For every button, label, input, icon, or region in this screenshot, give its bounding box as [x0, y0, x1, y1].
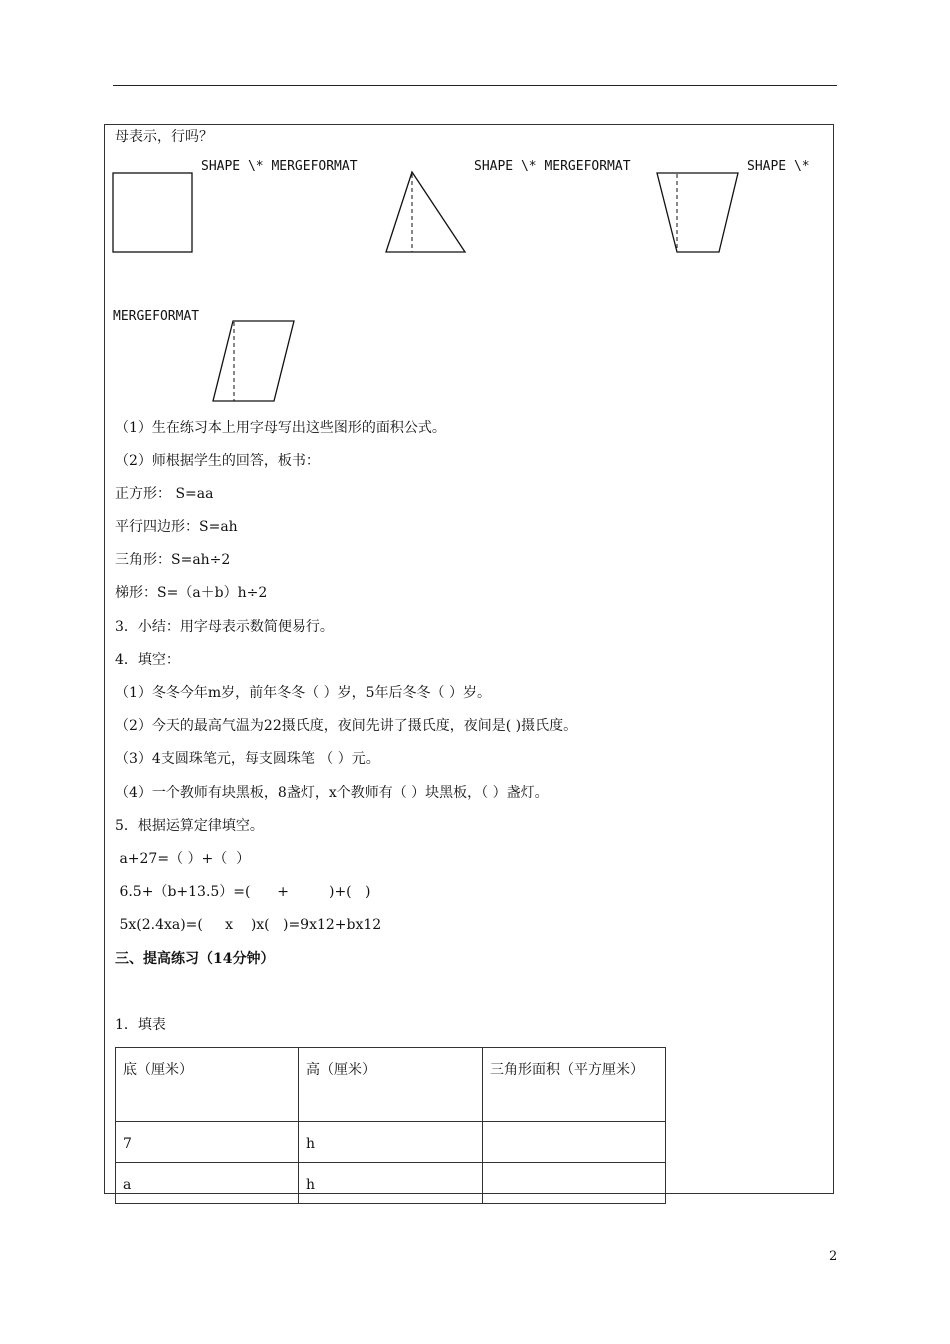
line-10: （2）今天的最高气温为22摄氏度，夜间先讲了摄氏度，夜间是( )摄氏度。 [115, 718, 578, 734]
table-cell-blank[interactable] [483, 1122, 666, 1163]
line-7: 3．小结：用字母表示数简便易行。 [115, 619, 334, 635]
table-cell: h [299, 1163, 483, 1204]
line-11: （3）4支圆珠笔元，每支圆珠笔 （ ）元。 [115, 751, 380, 767]
table-cell: h [299, 1122, 483, 1163]
header-rule [113, 85, 837, 86]
line-1: （1）生在练习本上用字母写出这些图形的面积公式。 [115, 420, 446, 436]
line-8: 4．填空： [115, 652, 180, 668]
line-3: 正方形： S=aa [115, 486, 214, 502]
line-16: 5x(2.4xa)=( x )x( )=9x12+bx12 [115, 917, 382, 933]
parallelogram-figure [212, 320, 296, 403]
line-5: 三角形：S=ah÷2 [115, 552, 231, 568]
line-4: 平行四边形：S=ah [115, 519, 238, 535]
line-9: （1）冬冬今年m岁，前年冬冬（ ）岁，5年后冬冬（ ）岁。 [115, 685, 491, 701]
table-row [116, 1122, 666, 1163]
square-figure [112, 172, 194, 254]
field-code-3: SHAPE \* [747, 159, 810, 174]
line-14: a+27=（ ）+（ ） [115, 851, 251, 867]
table-header-row [116, 1048, 666, 1122]
intro-text: 母表示，行吗？ [115, 129, 213, 145]
area-table [115, 1047, 666, 1204]
header-cell-base: 底（厘米） [116, 1048, 299, 1122]
line-13: 5．根据运算定律填空。 [115, 818, 264, 834]
triangle-figure [385, 170, 467, 254]
line-6: 梯形：S=（a＋b）h÷2 [115, 585, 268, 601]
page-number: 2 [829, 1249, 838, 1264]
table-cell: 7 [116, 1122, 299, 1163]
section-heading: 三、提高练习（14分钟） [115, 951, 275, 967]
field-code-3-cont: MERGEFORMAT [113, 309, 200, 324]
line-12: （4）一个教师有块黑板，8盏灯，x个教师有（ ）块黑板，（ ）盏灯。 [115, 785, 549, 801]
trapezoid-figure [656, 172, 740, 254]
table-row [116, 1163, 666, 1204]
header-cell-height: 高（厘米） [299, 1048, 483, 1122]
content-frame [104, 124, 834, 1194]
header-cell-area: 三角形面积（平方厘米） [483, 1048, 666, 1122]
line-15: 6.5+（b+13.5）=( + )+( ) [115, 884, 371, 900]
field-code-1: SHAPE \* MERGEFORMAT [201, 159, 358, 174]
line-2: （2）师根据学生的回答，板书： [115, 453, 320, 469]
table-caption: 1．填表 [115, 1017, 166, 1033]
table-cell: a [116, 1163, 299, 1204]
table-cell-blank[interactable] [483, 1163, 666, 1204]
field-code-2: SHAPE \* MERGEFORMAT [474, 159, 631, 174]
